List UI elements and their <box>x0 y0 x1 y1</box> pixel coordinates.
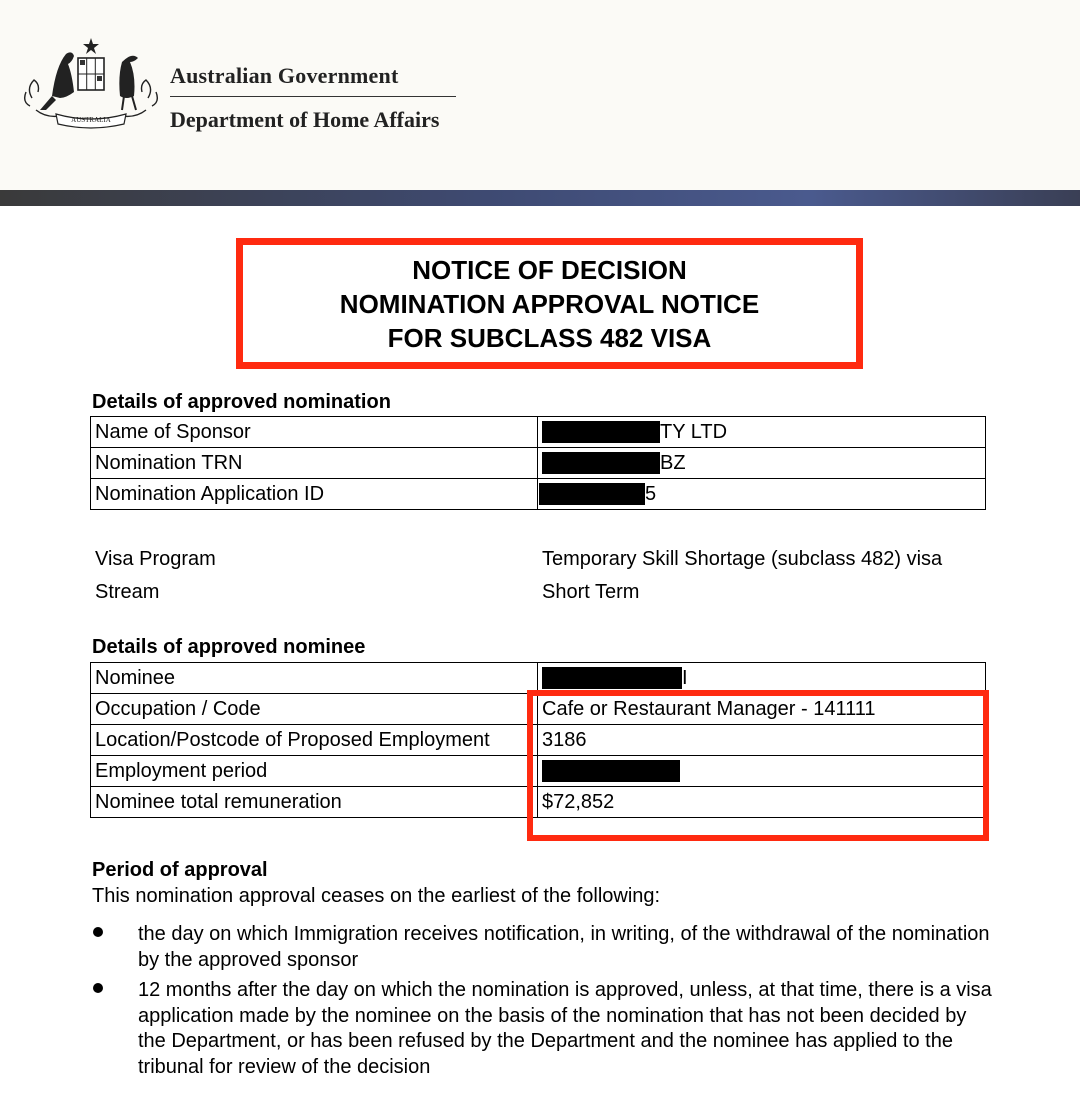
department-name: Department of Home Affairs <box>170 107 440 132</box>
nomination-heading: Details of approved nomination <box>92 391 391 413</box>
sponsor-value <box>538 417 986 448</box>
location-label: Location/Postcode of Proposed Employment <box>91 725 538 756</box>
table-row <box>91 417 986 448</box>
employment-period-label: Employment period <box>91 756 538 787</box>
table-row <box>91 448 986 479</box>
redaction-bar <box>542 421 660 443</box>
svg-text:AUSTRALIA: AUSTRALIA <box>71 116 111 124</box>
redaction-bar <box>542 452 660 474</box>
remuneration-value: $72,852 <box>538 787 986 818</box>
table-row <box>91 663 986 694</box>
table-row <box>91 694 986 725</box>
remuneration-label: Nominee total remuneration <box>91 787 538 818</box>
title-line-2: NOMINATION APPROVAL NOTICE <box>339 288 760 319</box>
branding-divider <box>170 96 456 97</box>
stream-label: Stream <box>95 581 160 603</box>
approval-heading: Period of approval <box>92 859 268 881</box>
redaction-bar <box>542 760 680 782</box>
letterhead <box>0 0 1080 190</box>
bullet-icon <box>93 927 103 937</box>
title-line-1: NOTICE OF DECISION <box>412 254 687 285</box>
occupation-value: Cafe or Restaurant Manager - 141111 <box>538 694 986 725</box>
nominee-label: Nominee <box>91 663 538 694</box>
visa-program-label: Visa Program <box>95 548 216 570</box>
nominee-value-suffix: I <box>682 666 688 689</box>
sponsor-label: Name of Sponsor <box>91 417 538 448</box>
nominee-table <box>90 662 986 818</box>
application-id-label: Nomination Application ID <box>91 479 538 510</box>
government-branding <box>170 63 456 133</box>
nominee-heading: Details of approved nominee <box>92 636 366 658</box>
table-row <box>91 787 986 818</box>
location-value: 3186 <box>538 725 986 756</box>
nominee-value <box>538 663 986 694</box>
visa-program-value: Temporary Skill Shortage (subclass 482) visa <box>542 548 943 570</box>
notice-title-box <box>236 238 863 369</box>
approval-bullet-1: the day on which Immigration receives notification, in writing, of the withdrawal of the nomination by the approved sponsor <box>138 923 990 971</box>
coat-of-arms-icon <box>22 36 160 136</box>
trn-label: Nomination TRN <box>91 448 538 479</box>
approval-intro: This nomination approval ceases on the earliest of the following: <box>92 885 661 907</box>
approval-bullet-2: 12 months after the day on which the nomination is approved, unless, at that time, there is a visa application made by the nominee on the basis of the nomination that has not been decided by the Department, or has been refused by the Department and the nominee has applied to the tribunal for review of the decision <box>138 979 992 1078</box>
occupation-label: Occupation / Code <box>91 694 538 725</box>
title-line-3: FOR SUBCLASS 482 VISA <box>387 322 712 353</box>
application-id-suffix: 5 <box>645 482 657 505</box>
table-row <box>91 756 986 787</box>
trn-value-suffix: BZ <box>660 451 686 474</box>
table-row <box>91 479 986 510</box>
employment-period-value <box>538 756 986 787</box>
header-color-band <box>0 190 1080 206</box>
sponsor-value-suffix: TY LTD <box>660 420 728 443</box>
bullet-icon <box>93 983 103 993</box>
table-row <box>91 725 986 756</box>
nomination-table <box>90 416 986 510</box>
government-name: Australian Government <box>170 63 399 88</box>
stream-value: Short Term <box>542 581 640 603</box>
redaction-bar <box>539 483 645 505</box>
trn-value <box>538 448 986 479</box>
application-id-value <box>538 479 986 510</box>
redaction-bar <box>542 667 682 689</box>
